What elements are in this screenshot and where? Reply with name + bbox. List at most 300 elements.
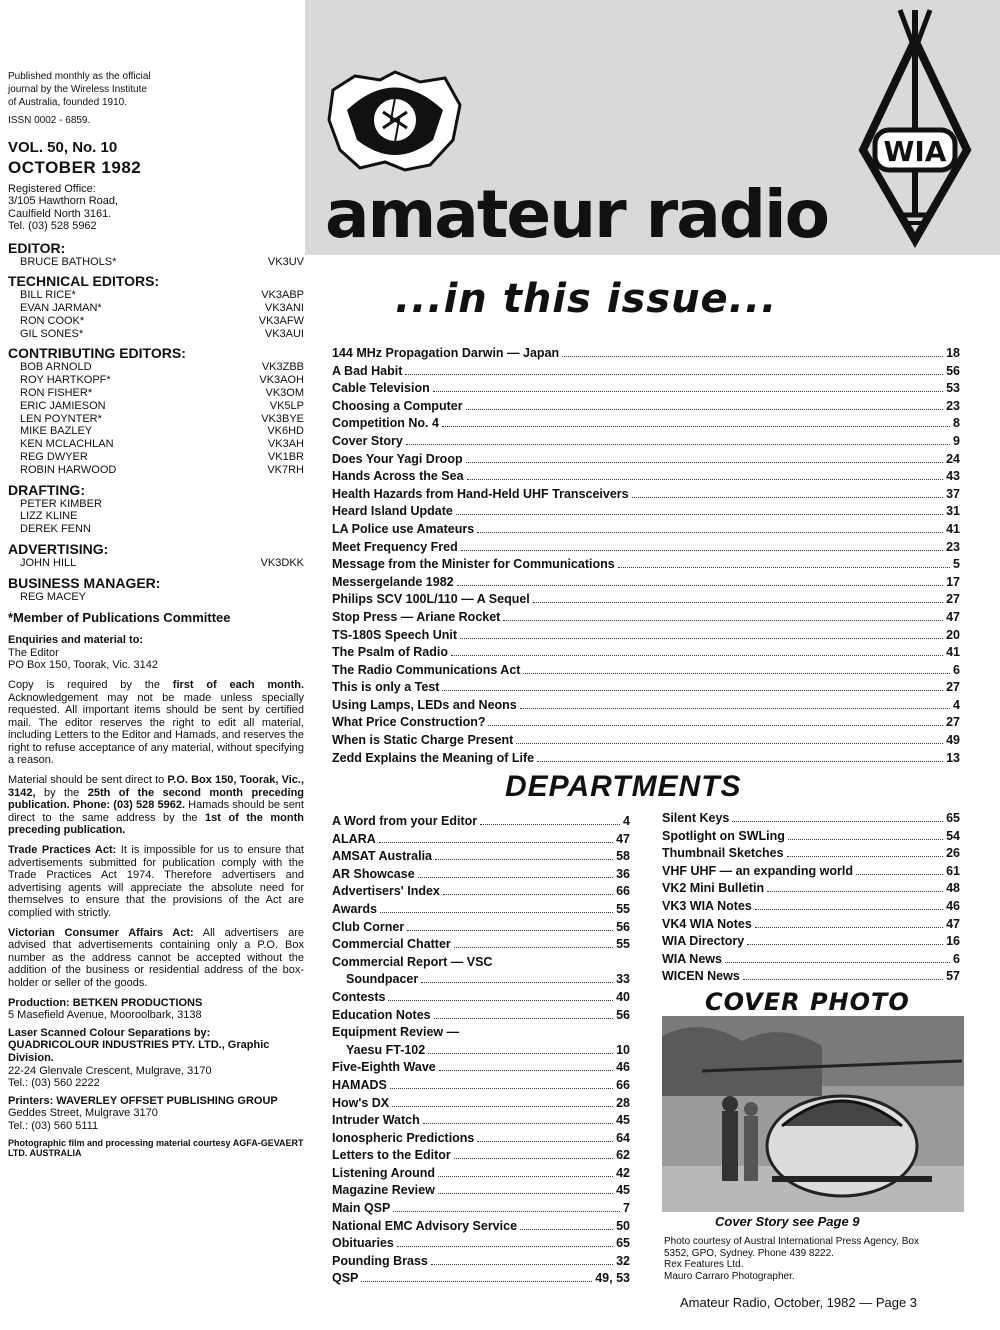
contents-entry: [332, 1235, 630, 1253]
entry-title: Spotlight on SWLing: [662, 828, 785, 843]
issn: ISSN 0002 - 6859.: [8, 115, 91, 126]
wia-logo-text: WIA: [883, 135, 947, 168]
advertising-list: [8, 557, 304, 570]
staff-line: [8, 498, 304, 511]
contents-entry: [332, 1024, 630, 1042]
dot-leader: [562, 356, 943, 357]
staff-name: RON COOK*: [20, 314, 85, 327]
contents-entry: [332, 415, 960, 433]
entry-page: 64: [616, 1130, 630, 1145]
advertising-heading: ADVERTISING:: [8, 541, 109, 558]
dot-leader: [388, 1000, 613, 1001]
contents-entry: [332, 1218, 630, 1236]
staff-name: ROY HARTKOPF*: [20, 374, 111, 387]
member-note: *Member of Publications Committee: [8, 609, 231, 625]
contents-entry: [332, 503, 960, 521]
entry-title: Health Hazards from Hand-Held UHF Transceivers: [332, 486, 629, 501]
entry-title: The Psalm of Radio: [332, 645, 448, 660]
entry-page: 49: [946, 733, 960, 748]
entry-page: 46: [946, 898, 960, 913]
entry-page: 36: [616, 866, 630, 881]
business-manager-list: [8, 591, 304, 604]
entry-title: Intruder Watch: [332, 1113, 420, 1128]
entry-page: 42: [616, 1165, 630, 1180]
dot-leader: [397, 1246, 613, 1247]
editor-list: [8, 256, 304, 269]
entry-page: 47: [946, 609, 960, 624]
staff-line: [8, 523, 304, 536]
production-address: 5 Masefield Avenue, Mooroolbark, 3138: [8, 1009, 202, 1022]
dot-leader: [533, 602, 943, 603]
entry-title: Awards: [332, 901, 377, 916]
contents-entry: [662, 898, 960, 916]
contents-entry: [332, 831, 630, 849]
entry-title: Main QSP: [332, 1201, 391, 1216]
cover-photo-heading: COVER PHOTO: [705, 988, 910, 1016]
entry-page: 4: [953, 697, 960, 712]
entry-title: Meet Frequency Fred: [332, 539, 458, 554]
staff-callsign: VK3ANI: [264, 302, 304, 315]
staff-callsign: VK3BYE: [261, 412, 304, 425]
dot-leader: [439, 1070, 613, 1071]
entry-page: 58: [616, 849, 630, 864]
staff-line: [8, 451, 304, 464]
departments-right-list: [662, 810, 960, 986]
entry-page: 27: [946, 715, 960, 730]
staff-line: [8, 361, 304, 374]
dot-leader: [480, 824, 620, 825]
entry-title: How's DX: [332, 1095, 390, 1110]
contents-entry: [332, 627, 960, 645]
entry-title: WIA News: [662, 951, 722, 966]
contents-list: [332, 345, 960, 767]
in-this-issue-heading: ...in this issue...: [395, 276, 778, 322]
entry-page: 45: [616, 1183, 630, 1198]
dot-leader: [461, 550, 943, 551]
staff-line: [8, 256, 304, 269]
staff-line: [8, 387, 304, 400]
staff-line: [8, 510, 304, 523]
staff-callsign: VK3UV: [267, 255, 304, 268]
staff-line: [8, 591, 304, 604]
entry-page: 56: [616, 1007, 630, 1022]
dot-leader: [755, 909, 943, 910]
entry-page: 7: [623, 1201, 630, 1216]
contents-entry: [332, 954, 630, 972]
staff-callsign: VK3AFW: [258, 314, 304, 327]
entry-title: National EMC Advisory Service: [332, 1218, 518, 1233]
consumer-affairs-act: [8, 927, 304, 990]
entry-title: Obituaries: [332, 1236, 394, 1251]
staff-name: RON FISHER*: [20, 387, 93, 400]
contributing-editors-list: [8, 361, 304, 476]
contents-entry: [662, 828, 960, 846]
dot-leader: [787, 856, 944, 857]
page-footer: Amateur Radio, October, 1982 — Page 3: [680, 1295, 918, 1310]
entry-title: Zedd Explains the Meaning of Life: [332, 750, 535, 765]
entry-title: Letters to the Editor: [332, 1148, 451, 1163]
trade-practices-text: It is impossible for us to ensure that advertisements submitted for publication comply with the Trade Practices Act 1974. Therefore advertisers and advertising agents will appreciate the absolute need for themselves to ensure that the provisions of the Act are complied with strictly.: [8, 844, 304, 920]
entry-page: 54: [946, 828, 960, 843]
entry-page: 41: [946, 645, 960, 660]
staff-callsign: VK3OM: [265, 387, 304, 400]
contents-entry: [332, 866, 630, 884]
copy-text-c: Acknowledgement may not be made unless specially requested. All important items should be sent by certified mail. The editor reserves the right to edit all material, including Letters to the Editor and Hamads, and reserves the right to refuse acceptance of any material, without specifying a reason.: [8, 691, 304, 767]
contents-entry: [662, 933, 960, 951]
dot-leader: [767, 891, 943, 892]
contents-entry: [332, 591, 960, 609]
contents-entry: [332, 971, 630, 989]
dot-leader: [520, 708, 950, 709]
enquiries-address: PO Box 150, Toorak, Vic. 3142: [8, 659, 159, 672]
entry-title: Contests: [332, 989, 386, 1004]
entry-page: 57: [946, 969, 960, 984]
contents-entry: [332, 813, 630, 831]
dot-leader: [428, 1053, 613, 1054]
contents-entry: [332, 1077, 630, 1095]
contents-entry: [662, 916, 960, 934]
contents-entry: [332, 936, 630, 954]
entry-page: 9: [953, 433, 960, 448]
staff-name: DEREK FENN: [20, 523, 91, 536]
staff-line: [8, 464, 304, 477]
editor-heading: EDITOR:: [8, 239, 66, 256]
staff-line: [8, 315, 304, 328]
staff-callsign: VK7RH: [267, 463, 304, 476]
dot-leader: [523, 673, 950, 674]
dot-leader: [451, 655, 943, 656]
entry-title: This is only a Test: [332, 680, 440, 695]
contents-entry: [662, 845, 960, 863]
entry-page: 65: [616, 1236, 630, 1251]
entry-page: 62: [616, 1148, 630, 1163]
staff-name: BILL RICE*: [20, 289, 76, 302]
staff-line: [8, 413, 304, 426]
material-text-a: Material should be sent direct to: [8, 774, 168, 787]
contents-entry: [332, 1130, 630, 1148]
production-heading: Production: BETKEN PRODUCTIONS: [8, 996, 203, 1009]
dot-leader: [380, 912, 613, 913]
departments-left-list: [332, 813, 630, 1288]
entry-title: Soundpacer: [346, 972, 419, 987]
entry-page: 13: [946, 750, 960, 765]
trade-practices-heading: Trade Practices Act:: [8, 844, 117, 857]
contents-entry: [332, 732, 960, 750]
dot-leader: [361, 1281, 592, 1282]
departments-heading: DEPARTMENTS: [505, 770, 742, 803]
contents-entry: [332, 1007, 630, 1025]
entry-title: Yaesu FT-102: [346, 1042, 426, 1057]
antenna-diamond-icon: [855, 0, 975, 250]
material-text-c: by the: [35, 786, 88, 799]
contents-entry: [332, 1253, 630, 1271]
material-text-e: Hamads should be sent direct to the same address by the: [8, 799, 304, 824]
entry-title: Equipment Review —: [332, 1025, 460, 1040]
dot-leader: [442, 426, 950, 427]
dot-leader: [443, 894, 613, 895]
material-text-f: 1st of the month preceding publication.: [8, 811, 304, 837]
entry-title: Cover Story: [332, 433, 403, 448]
dot-leader: [454, 947, 613, 948]
contents-entry: [332, 451, 960, 469]
staff-line: [8, 289, 304, 302]
contents-entry: [332, 1182, 630, 1200]
dot-leader: [433, 391, 943, 392]
staff-line: [8, 425, 304, 438]
staff-name: REG DWYER: [20, 451, 88, 464]
material-text-b: P.O. Box 150, Toorak, Vic., 3142,: [8, 774, 304, 799]
entry-title: QSP: [332, 1271, 359, 1286]
entry-title: Thumbnail Sketches: [662, 846, 784, 861]
staff-name: BRUCE BATHOLS*: [20, 255, 117, 268]
entry-page: 8: [953, 416, 960, 431]
drafting-heading: DRAFTING:: [8, 481, 85, 498]
contents-entry: [332, 1200, 630, 1218]
dot-leader: [405, 374, 943, 375]
cover-photo-image: [662, 1016, 964, 1212]
entry-page: 18: [946, 346, 960, 360]
laser-heading: Laser Scanned Colour Separations by:: [8, 1026, 211, 1039]
dot-leader: [732, 821, 943, 822]
entry-page: 65: [946, 811, 960, 825]
dot-leader: [406, 444, 950, 445]
technical-editors-list: [8, 289, 304, 340]
dot-leader: [856, 874, 943, 875]
entry-title: A Word from your Editor: [332, 814, 478, 828]
entry-title: Stop Press — Ariane Rocket: [332, 609, 501, 624]
consumer-affairs-text: All advertisers are advised that advertisements containing only a P.O. Box number as the address cannot be accepted without the addition of the business or residential address of the box-holder or seller of the goods.: [8, 926, 304, 989]
entry-title: Philips SCV 100L/110 — A Sequel: [332, 592, 530, 607]
laser-phone: Tel.: (03) 560 2222: [8, 1077, 100, 1090]
contents-entry: [332, 1147, 630, 1165]
entry-page: 56: [616, 919, 630, 934]
dot-leader: [467, 479, 944, 480]
staff-callsign: VK3ZBB: [261, 361, 304, 374]
entry-title: Club Corner: [332, 919, 405, 934]
dot-leader: [788, 839, 943, 840]
entry-title: Five-Eighth Wave: [332, 1060, 436, 1075]
dot-leader: [520, 1229, 613, 1230]
entry-page: 48: [946, 881, 960, 896]
film-credit: Photographic film and processing material courtesy AGFA-GEVAERT LTD. AUSTRALIA: [8, 1137, 304, 1158]
entry-title: LA Police use Amateurs: [332, 521, 475, 536]
contents-entry: [332, 1059, 630, 1077]
publication-statement: Published monthly as the official journal by the Wireless Institute of Australia, founded 1910.: [8, 71, 151, 108]
contents-entry: [332, 883, 630, 901]
entry-page: 43: [946, 469, 960, 484]
contents-entry: [332, 679, 960, 697]
contents-entry: [662, 951, 960, 969]
contents-entry: [332, 433, 960, 451]
entry-page: 27: [946, 680, 960, 695]
material-text-d: 25th of the second month preceding publication. Phone: (03) 528 5962.: [8, 786, 305, 812]
entry-page: 53: [946, 381, 960, 396]
entry-page: 5: [953, 557, 960, 572]
contents-entry: [332, 1270, 630, 1288]
dot-leader: [421, 982, 613, 983]
dot-leader: [454, 1158, 613, 1159]
laser-address: 22-24 Glenvale Crescent, Mulgrave, 3170: [8, 1064, 212, 1077]
contents-entry: [332, 380, 960, 398]
contents-entry: [332, 609, 960, 627]
staff-line: [8, 328, 304, 341]
dot-leader: [488, 725, 943, 726]
dot-leader: [431, 1264, 613, 1265]
contents-entry: [332, 468, 960, 486]
entry-page: 33: [616, 972, 630, 987]
dot-leader: [725, 962, 950, 963]
staff-callsign: VK3AUI: [264, 327, 304, 340]
contents-entry: [332, 714, 960, 732]
dot-leader: [390, 1088, 613, 1089]
contents-entry: [662, 968, 960, 986]
contents-entry: [332, 556, 960, 574]
staff-line: [8, 557, 304, 570]
contents-entry: [332, 919, 630, 937]
staff-callsign: VK5LP: [269, 399, 304, 412]
contents-entry: [332, 363, 960, 381]
entry-title: Ionospheric Predictions: [332, 1130, 475, 1145]
entry-page: 16: [946, 934, 960, 949]
entry-title: Magazine Review: [332, 1183, 435, 1198]
entry-title: Message from the Minister for Communications: [332, 557, 615, 572]
cover-story-reference: Cover Story see Page 9: [715, 1214, 860, 1229]
entry-title: AMSAT Australia: [332, 849, 433, 864]
entry-page: 24: [946, 451, 960, 466]
entry-title: Education Notes: [332, 1007, 431, 1022]
dot-leader: [632, 497, 943, 498]
trade-practices-act: [8, 844, 304, 920]
contents-entry: [332, 848, 630, 866]
entry-page: 56: [946, 363, 960, 378]
contents-entry: [332, 1112, 630, 1130]
contents-entry: [332, 1095, 630, 1113]
entry-title: VK4 WIA Notes: [662, 916, 752, 931]
enquiries-block: [8, 634, 304, 672]
entry-title: Heard Island Update: [332, 504, 453, 519]
entry-title: AR Showcase: [332, 866, 415, 881]
staff-name: LIZZ KLINE: [20, 510, 78, 523]
contents-entry: [662, 863, 960, 881]
entry-page: 28: [616, 1095, 630, 1110]
staff-line: [8, 374, 304, 387]
dot-leader: [435, 859, 613, 860]
staff-line: [8, 302, 304, 315]
entry-title: VK3 WIA Notes: [662, 898, 752, 913]
enquiries-to: The Editor: [8, 646, 59, 659]
dot-leader: [393, 1211, 620, 1212]
printers-heading: Printers: WAVERLEY OFFSET PUBLISHING GROUP: [8, 1094, 278, 1107]
entry-title: Does Your Yagi Droop: [332, 451, 463, 466]
printers-phone: Tel.: (03) 560 5111: [8, 1119, 99, 1132]
contents-entry: [662, 810, 960, 828]
technical-editors-heading: TECHNICAL EDITORS:: [8, 273, 160, 290]
entry-page: 45: [616, 1113, 630, 1128]
dot-leader: [423, 1123, 613, 1124]
helicopter-photo-icon: [662, 1016, 964, 1212]
dot-leader: [466, 462, 944, 463]
entry-title: Silent Keys: [662, 811, 730, 825]
dot-leader: [743, 979, 943, 980]
entry-page: 46: [616, 1060, 630, 1075]
laser-company: QUADRICOLOUR INDUSTRIES PTY. LTD., Graphic Division.: [8, 1039, 270, 1064]
entry-title: When is Static Charge Present: [332, 733, 514, 748]
entry-page: 47: [946, 916, 960, 931]
dot-leader: [434, 1018, 613, 1019]
entry-title: Using Lamps, LEDs and Neons: [332, 697, 517, 712]
staff-name: REG MACEY: [20, 590, 87, 603]
entry-title: WIA Directory: [662, 934, 745, 949]
dot-leader: [466, 409, 944, 410]
contents-entry: [332, 486, 960, 504]
entry-title: Commercial Chatter: [332, 937, 451, 952]
entry-page: 37: [946, 486, 960, 501]
contents-entry: [332, 644, 960, 662]
copy-requirements: [8, 679, 304, 767]
staff-name: EVAN JARMAN*: [20, 302, 102, 315]
entry-page: 49, 53: [595, 1271, 630, 1286]
entry-page: 55: [616, 901, 630, 916]
entry-title: What Price Construction?: [332, 715, 486, 730]
dot-leader: [392, 1106, 613, 1107]
entry-title: TS-180S Speech Unit: [332, 627, 458, 642]
dot-leader: [477, 532, 943, 533]
entry-page: 4: [623, 814, 630, 828]
contributing-editors-heading: CONTRIBUTING EDITORS:: [8, 345, 186, 362]
entry-page: 50: [616, 1218, 630, 1233]
masthead-column: [8, 70, 304, 1158]
entry-title: Choosing a Computer: [332, 398, 463, 413]
production-credit: [8, 997, 304, 1022]
staff-name: JOHN HILL: [20, 557, 77, 570]
entry-page: 6: [953, 662, 960, 677]
staff-name: ROBIN HARWOOD: [20, 463, 117, 476]
dot-leader: [418, 877, 613, 878]
entry-page: 55: [616, 937, 630, 952]
staff-callsign: VK6HD: [267, 425, 304, 438]
contents-entry: [332, 1165, 630, 1183]
staff-name: BOB ARNOLD: [20, 361, 92, 374]
dot-leader: [537, 761, 943, 762]
copy-text-a: Copy is required by the: [8, 678, 173, 691]
enquiries-heading: Enquiries and material to:: [8, 634, 144, 647]
printers-credit: [8, 1095, 304, 1133]
copy-text-b: first of each month.: [172, 678, 305, 691]
dot-leader: [407, 930, 613, 931]
entry-page: 26: [946, 846, 960, 861]
contents-entry: [332, 574, 960, 592]
entry-title: Cable Television: [332, 381, 430, 396]
business-manager-heading: BUSINESS MANAGER:: [8, 574, 161, 591]
staff-name: KEN MCLACHLAN: [20, 438, 114, 451]
entry-title: ALARA: [332, 831, 376, 846]
printers-address: Geddes Street, Mulgrave 3170: [8, 1107, 158, 1120]
entry-page: 27: [946, 592, 960, 607]
entry-page: 47: [616, 831, 630, 846]
dot-leader: [747, 944, 943, 945]
seal-emblem-icon: [325, 70, 465, 180]
dot-leader: [456, 514, 943, 515]
dot-leader: [460, 638, 943, 639]
entry-title: Competition No. 4: [332, 416, 439, 431]
staff-callsign: VK1BR: [267, 451, 304, 464]
staff-callsign: VK3ABP: [261, 289, 304, 302]
entry-page: 32: [616, 1253, 630, 1268]
entry-title: Hands Across the Sea: [332, 469, 464, 484]
staff-callsign: VK3AH: [267, 438, 304, 451]
entry-page: 61: [946, 863, 960, 878]
staff-name: LEN POYNTER*: [20, 412, 102, 425]
